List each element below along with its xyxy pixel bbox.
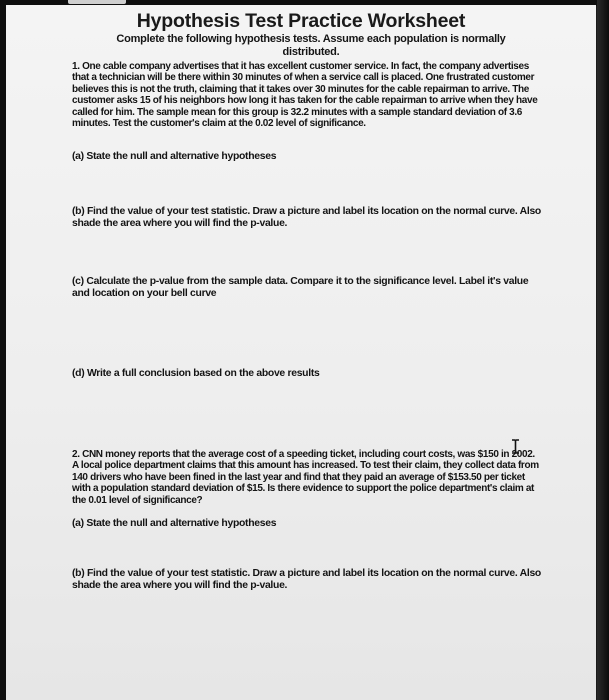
problem-1-part-d: (d) Write a full conclusion based on the above results bbox=[72, 368, 320, 379]
tab-indicator bbox=[68, 0, 126, 4]
text-cursor-icon bbox=[511, 439, 520, 454]
problem-2-text: 2. CNN money reports that the average cost of a speeding ticket, including court costs, was $150 in 2002. A local police department claims that this amount has increased. To test their claim, they collect data from 140 drivers who have been fined in the last year and find that they paid an average of $153.50 per ticket with a population standard deviation of $15. Is there evidence to support the police department's claim at the 0.01 level of significance? bbox=[72, 449, 539, 506]
problem-2-part-a: (a) State the null and alternative hypotheses bbox=[72, 518, 277, 529]
problem-1-part-c: (c) Calculate the p-value from the sample data. Compare it to the significance level. Label it's value and location on your bell curve bbox=[72, 276, 529, 299]
worksheet-page bbox=[6, 5, 596, 700]
problem-1-part-a: (a) State the null and alternative hypotheses bbox=[72, 151, 277, 162]
problem-1-text: 1. One cable company advertises that it has excellent customer service. In fact, the company advertises that a technician will be there within 30 minutes of when a service call is placed. One frustrated customer believes this is not the truth, claiming that it takes over 30 minutes for the cable repairman to arrive. The customer asks 15 of his neighbors how long it has taken for the cable repairman to arrive when they have called for him. The sample mean for this group is 32.2 minutes with a sample standard deviation of 3.6 minutes. Test the customer's claim at the 0.02 level of significance. bbox=[72, 61, 538, 130]
problem-1-part-b: (b) Find the value of your test statistic. Draw a picture and label its location on the normal curve. Also shade the area where you will find the p-value. bbox=[72, 206, 541, 229]
instructions-text: Complete the following hypothesis tests. Assume each population is normally distributed. bbox=[116, 33, 506, 58]
right-edge bbox=[597, 0, 609, 700]
page-title: Hypothesis Test Practice Worksheet bbox=[136, 10, 466, 32]
problem-2-part-b: (b) Find the value of your test statistic. Draw a picture and label its location on the normal curve. Also shade the area where you will find the p-value. bbox=[72, 568, 541, 591]
